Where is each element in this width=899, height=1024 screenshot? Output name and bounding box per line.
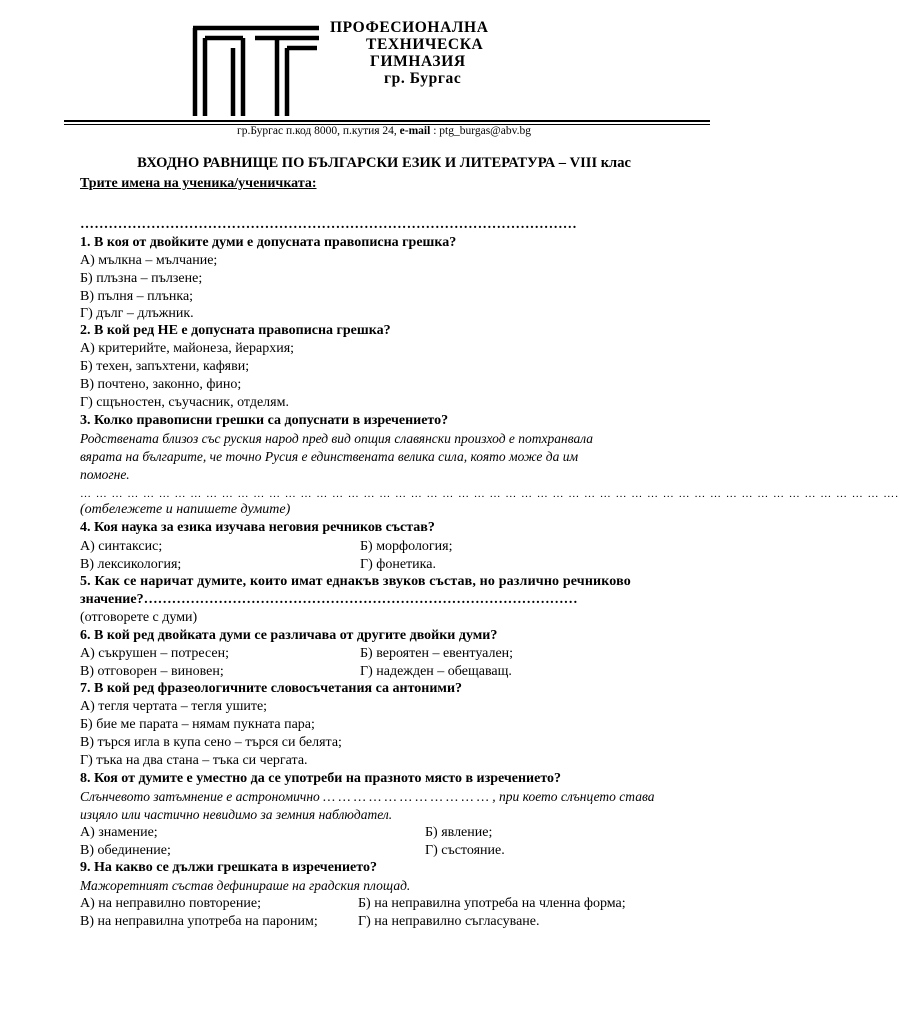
- school-logo: [191, 24, 321, 118]
- q6-option-a: А) съкрушен – потресен;: [80, 646, 229, 661]
- question-4: 4. Коя наука за езика изучава неговия речников състав?: [80, 520, 435, 535]
- school-name-line: ТЕХНИЧЕСКА: [366, 36, 484, 53]
- q1-option-d: Г) дълг – длъжник.: [80, 306, 194, 321]
- q8-text-line: изцяло или частично невидимо за земния наблюдател.: [80, 807, 393, 822]
- school-name-line: ПРОФЕСИОНАЛНА: [330, 19, 489, 36]
- q9-option-c: В) на неправилна употреба на пароним;: [80, 914, 318, 929]
- q1-option-a: А) мълкна – мълчание;: [80, 253, 218, 268]
- question-5: 5. Как се наричат думите, които имат еднакъв звуков състав, но различно речниково: [80, 574, 631, 589]
- question-5-cont: значение?…………………………………………………………………………………: [80, 592, 578, 607]
- student-name-blank: ……………………………………………………………………………………………: [80, 217, 577, 232]
- student-name-label: Трите имена на ученика/ученичката:: [80, 176, 317, 191]
- q2-option-b: Б) техен, запъхтени, кафяви;: [80, 359, 250, 374]
- q7-option-b: Б) бие ме парата – нямам пукната пара;: [80, 717, 315, 732]
- question-6: 6. В кой ред двойката думи се различава от другите двойки думи?: [80, 628, 498, 643]
- q2-option-a: А) критерийте, майонеза, йерархия;: [80, 341, 295, 356]
- q6-option-b: Б) вероятен – евентуален;: [360, 646, 514, 661]
- q4-option-c: В) лексикология;: [80, 557, 182, 572]
- q1-option-c: В) пълня – плънка;: [80, 289, 194, 304]
- q8-option-c: В) обединение;: [80, 843, 171, 858]
- q8-option-d: Г) състояние.: [425, 843, 505, 858]
- email-label: e-mail: [399, 125, 431, 137]
- q9-text: Мажоретният състав дефинираше на градския площад.: [80, 878, 411, 893]
- q9-option-b: Б) на неправилна употреба на членна форма;: [358, 896, 626, 911]
- question-9: 9. На какво се дължи грешката в изречението?: [80, 860, 377, 875]
- question-3: 3. Колко правописни грешки са допуснати в изречението?: [80, 413, 449, 428]
- q2-option-c: В) почтено, законно, фино;: [80, 377, 242, 392]
- contact-info: [0, 124, 768, 138]
- q3-hint: (отбележете и напишете думите): [80, 502, 291, 517]
- email-address: : ptg_burgas@abv.bg: [430, 125, 531, 137]
- q9-option-d: Г) на неправилно съгласуване.: [358, 914, 540, 929]
- q7-option-d: Г) тъка на два стана – тъка си чергата.: [80, 753, 308, 768]
- q7-option-c: В) търся игла в купа сено – търся си белята;: [80, 735, 342, 750]
- school-name-line: ГИМНАЗИЯ: [370, 53, 466, 70]
- q2-option-d: Г) сщъностен, съучасник, отделям.: [80, 395, 289, 410]
- question-1: 1. В коя от двойките думи е допусната правописна грешка?: [80, 235, 457, 250]
- q7-option-a: А) тегля чертата – тегля ушите;: [80, 699, 268, 714]
- question-8: 8. Коя от думите е уместно да се употреби на празното място в изречението?: [80, 771, 562, 786]
- q6-option-c: В) отговорен – виновен;: [80, 664, 224, 679]
- q1-option-b: Б) плъзна – пълзене;: [80, 271, 203, 286]
- q3-text-line: Родствената близоз със руския народ пред вид опщия славянски произход е потхранвала: [80, 431, 594, 446]
- question-2: 2. В кой ред НЕ е допусната правописна грешка?: [80, 323, 391, 338]
- q4-option-a: А) синтаксис;: [80, 539, 163, 554]
- contact-address: гр.Бургас п.код 8000, п.кутия 24,: [236, 125, 397, 137]
- q3-answer-blank: … … … … … … … … … … … … … … … … … … … … … … … … … … … … … … … … … … … … … … … … … … … … … … … … … … … ….: [80, 488, 899, 500]
- q8-option-b: Б) явление;: [425, 825, 493, 840]
- q4-option-b: Б) морфология;: [360, 539, 453, 554]
- q8-text-line: Слънчевото затъмнение е астрономично … … … … … … … … … … … , при което слънцето става: [80, 789, 655, 804]
- school-name: [330, 19, 550, 87]
- q8-option-a: А) знамение;: [80, 825, 158, 840]
- q5-hint: (отговорете с думи): [80, 610, 198, 625]
- q9-option-a: А) на неправилно повторение;: [80, 896, 261, 911]
- q3-text-line: вярата на българите, че точно Русия е единствената велика сила, която може да им: [80, 449, 579, 464]
- document-title: ВХОДНО РАВНИЩЕ ПО БЪЛГАРСКИ ЕЗИК И ЛИТЕРАТУРА – VIII клас: [137, 155, 631, 171]
- q3-text-line: помогне.: [80, 467, 130, 482]
- q4-option-d: Г) фонетика.: [360, 557, 436, 572]
- q6-option-d: Г) надежден – обещаващ.: [360, 664, 512, 679]
- header-divider: [64, 120, 710, 122]
- question-7: 7. В кой ред фразеологичните словосъчетания са антоними?: [80, 681, 463, 696]
- school-city: гр. Бургас: [384, 70, 462, 87]
